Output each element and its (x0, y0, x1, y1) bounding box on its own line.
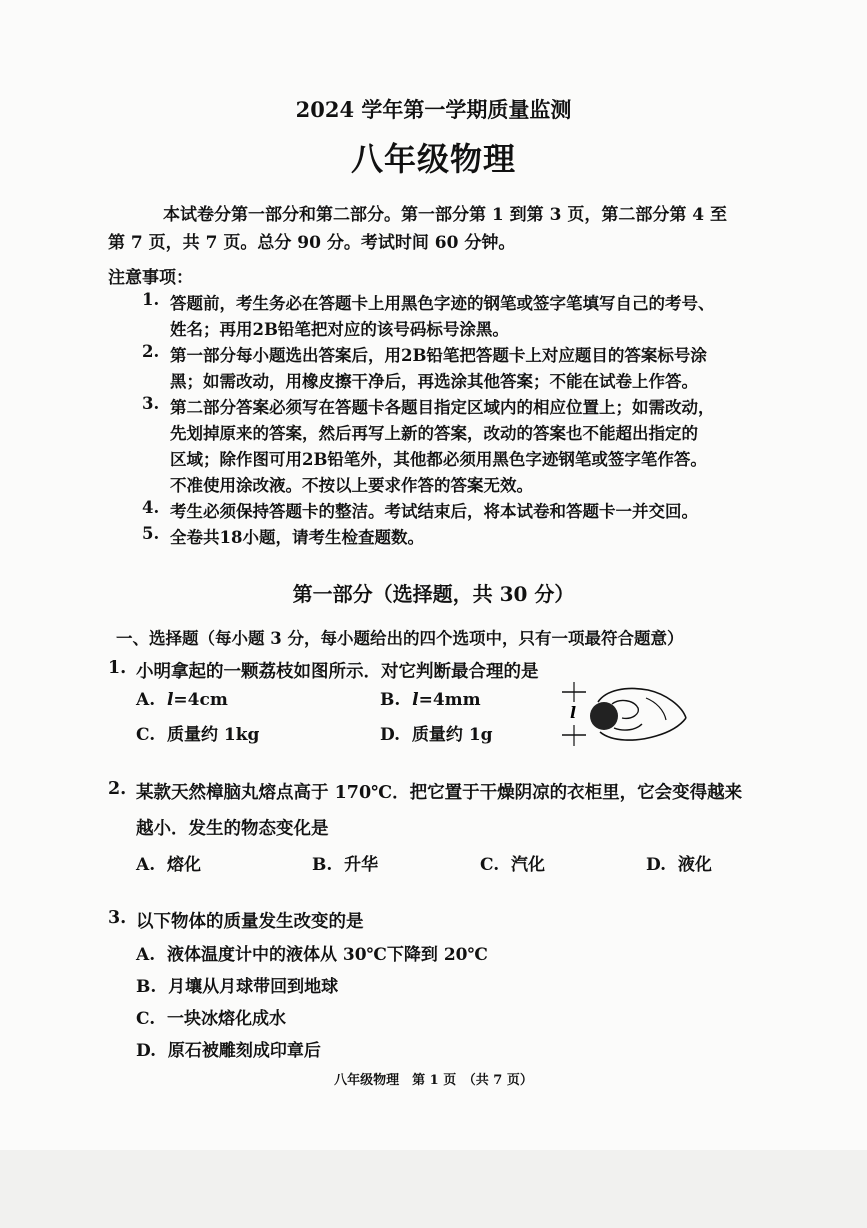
notice-line: 姓名；再用2B铅笔把对应的该号码标号涂黑。 (170, 320, 509, 339)
intro-line-1: 本试卷分第一部分和第二部分。第一部分第 1 到第 3 页，第二部分第 4 至 (163, 205, 727, 225)
page-footer: 八年级物理 第 1 页 （共 7 页） (334, 1073, 533, 1088)
subject-title: 八年级物理 (350, 140, 516, 178)
part-heading: 一、选择题（每小题 3 分，每小题给出的四个选项中，只有一项最符合题意） (116, 629, 684, 648)
option-c: C. 汽化 (480, 855, 545, 875)
notice-line: 考生必须保持答题卡的整洁。考试结束后，将本试卷和答题卡一并交回。 (170, 502, 698, 521)
option-c: C. 一块冰熔化成水 (136, 1009, 286, 1029)
option-a: A. 液体温度计中的液体从 30℃下降到 20℃ (136, 945, 488, 965)
option-b: B. l=4mm (380, 690, 481, 710)
notice-line: 先划掉原来的答案，然后再写上新的答案，改动的答案也不能超出指定的 (170, 424, 698, 443)
notice-line: 第一部分每小题选出答案后，用2B铅笔把答题卡上对应题目的答案标号涂 (170, 346, 707, 365)
lychee-hand-figure (556, 680, 692, 750)
scan-margin (0, 1150, 867, 1228)
notice-heading: 注意事项： (108, 268, 193, 288)
notice-num: 2. (142, 342, 160, 361)
notice-line: 第二部分答案必须写在答题卡各题目指定区域内的相应位置上；如需改动， (170, 398, 715, 417)
option-a: A. l=4cm (136, 690, 228, 710)
option-b: B. 升华 (312, 855, 379, 875)
question-stem-line: 某款天然樟脑丸熔点高于 170℃．把它置于干燥阴凉的衣柜里，它会变得越来 (136, 783, 743, 803)
question-stem: 以下物体的质量发生改变的是 (136, 912, 364, 932)
question-stem: 小明拿起的一颗荔枝如图所示．对它判断最合理的是 (136, 662, 539, 682)
option-d: D. 原石被雕刻成印章后 (136, 1041, 321, 1061)
question-number: 2. (108, 779, 127, 799)
notice-num: 5. (142, 524, 160, 543)
intro-line-2: 第 7 页，共 7 页。总分 90 分。考试时间 60 分钟。 (108, 233, 516, 253)
section-title: 第一部分（选择题，共 30 分） (292, 582, 575, 606)
question-stem-line: 越小．发生的物态变化是 (136, 819, 329, 839)
question-number: 1. (108, 658, 127, 678)
option-d: D. 质量约 1g (380, 725, 493, 745)
notice-num: 1. (142, 290, 160, 309)
exam-title: 2024 学年第一学期质量监测 (295, 97, 572, 122)
notice-line: 黑；如需改动，用橡皮擦干净后，再选涂其他答案；不能在试卷上作答。 (170, 372, 698, 391)
notice-num: 4. (142, 498, 160, 517)
notice-line: 全卷共18小题，请考生检查题数。 (170, 528, 424, 547)
lychee (590, 702, 618, 730)
notice-line: 答题前，考生务必在答题卡上用黑色字迹的钢笔或签字笔填写自己的考号、 (170, 294, 715, 313)
notice-num: 3. (142, 394, 160, 413)
option-c: C. 质量约 1kg (136, 725, 260, 745)
question-number: 3. (108, 908, 127, 928)
notice-line: 不准使用涂改液。不按以上要求作答的答案无效。 (170, 476, 533, 495)
option-a: A. 熔化 (136, 855, 201, 875)
length-label: l (570, 703, 577, 722)
notice-line: 区域；除作图可用2B铅笔外，其他都必须用黑色字迹钢笔或签字笔作答。 (170, 450, 707, 469)
option-d: D. 液化 (646, 855, 712, 875)
option-b: B. 月壤从月球带回到地球 (136, 977, 339, 997)
